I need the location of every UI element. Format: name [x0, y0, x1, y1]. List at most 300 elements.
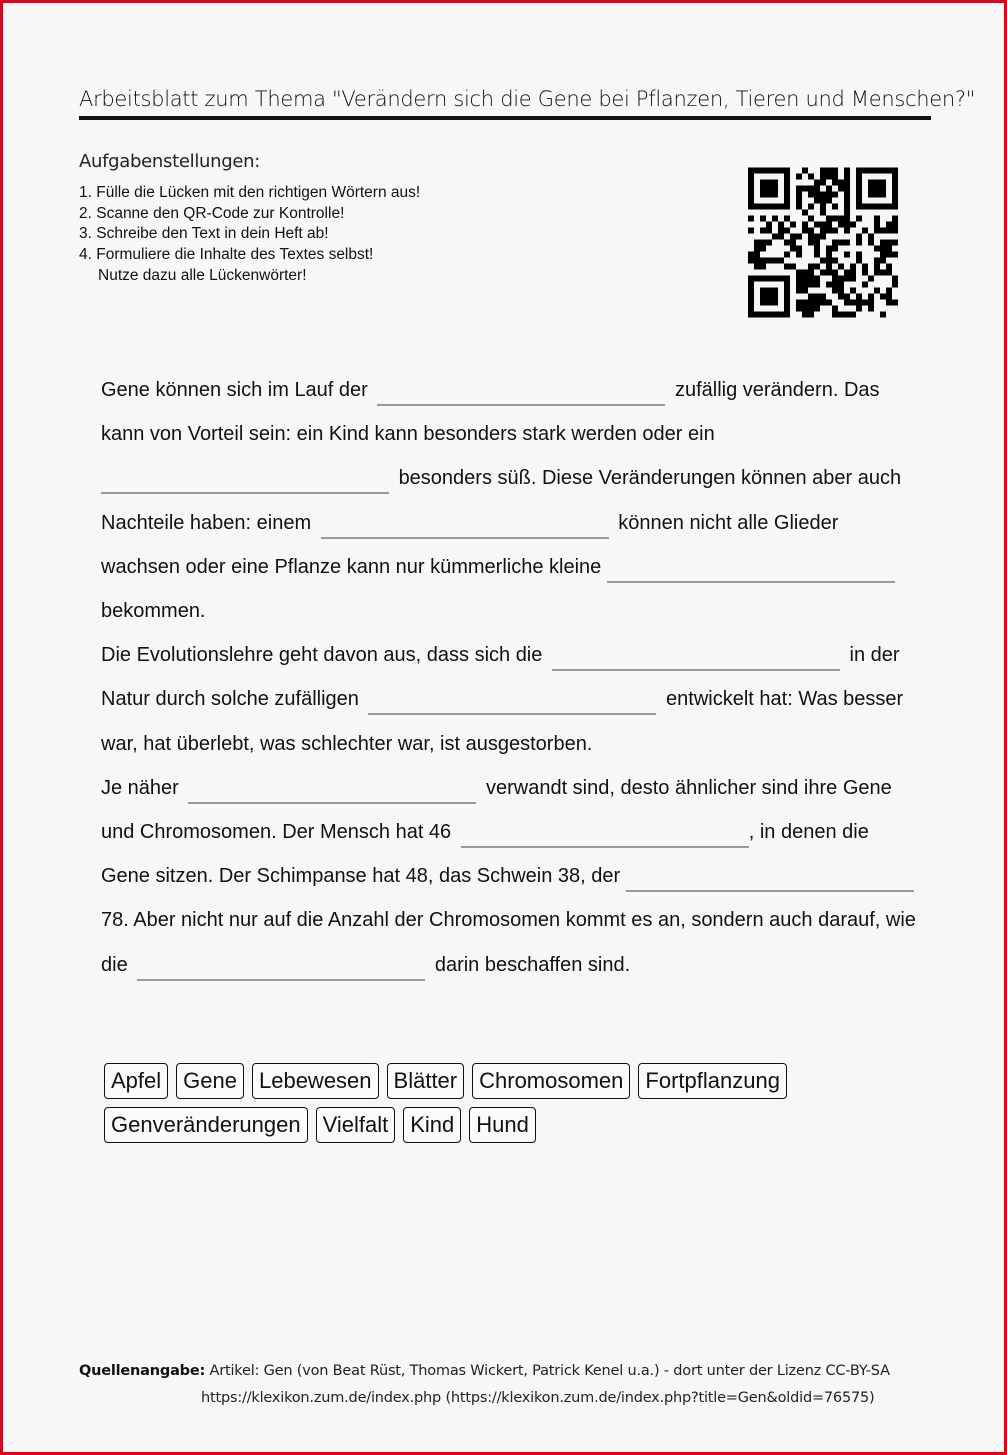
text-segment: 78. Aber nicht nur auf die Anzahl der Chromosomen kommt es an, sondern auch darauf, wie die — [101, 909, 916, 976]
qr-module — [784, 276, 790, 282]
text-segment: in der Natur durch solche zufälligen — [101, 644, 900, 711]
qr-module — [844, 210, 850, 216]
qr-module — [766, 312, 772, 318]
blank-4[interactable] — [607, 557, 895, 583]
qr-module — [796, 252, 802, 258]
word-chip[interactable]: Chromosomen — [472, 1063, 630, 1099]
qr-module — [862, 228, 868, 234]
qr-module — [826, 270, 832, 276]
qr-module — [826, 168, 832, 174]
qr-module — [748, 204, 754, 210]
source-line-1 — [79, 1358, 890, 1385]
qr-module — [892, 180, 898, 186]
qr-module — [784, 192, 790, 198]
qr-module — [814, 192, 820, 198]
qr-module — [820, 228, 826, 234]
qr-module — [784, 282, 790, 288]
qr-module — [796, 204, 802, 210]
text-segment: verwandt sind, desto ähnlicher sind ihre Gene und Chromosomen. Der Mensch hat 46 — [101, 776, 892, 844]
qr-module — [778, 228, 784, 234]
word-bank-row — [104, 1107, 824, 1143]
qr-module — [766, 300, 772, 306]
qr-module — [868, 186, 874, 192]
qr-module — [808, 276, 814, 282]
qr-module — [760, 180, 766, 186]
qr-module — [832, 246, 838, 252]
qr-module — [862, 300, 868, 306]
blank-10[interactable] — [137, 955, 425, 981]
qr-module — [892, 240, 898, 246]
qr-module — [772, 180, 778, 186]
qr-module — [778, 204, 784, 210]
source-url[interactable]: https://klexikon.zum.de/index.php (https://klexikon.zum.de/index.php?title=Gen&oldid=76575) — [201, 1390, 875, 1406]
word-chip[interactable]: Kind — [403, 1107, 461, 1143]
blank-5[interactable] — [552, 645, 840, 671]
qr-module — [838, 276, 844, 282]
qr-module — [772, 204, 778, 210]
qr-module — [802, 288, 808, 294]
qr-module — [874, 246, 880, 252]
qr-module — [892, 198, 898, 204]
qr-module — [748, 174, 754, 180]
qr-module — [760, 258, 766, 264]
qr-module — [748, 198, 754, 204]
qr-module — [892, 252, 898, 258]
qr-module — [844, 216, 850, 222]
qr-module — [886, 300, 892, 306]
qr-module — [796, 186, 802, 192]
qr-module — [820, 180, 826, 186]
qr-module — [886, 264, 892, 270]
source-text: Artikel: Gen (von Beat Rüst, Thomas Wickert, Patrick Kenel u.a.) - dort unter der Lizenz CC-BY-SA — [209, 1363, 890, 1379]
qr-module — [784, 312, 790, 318]
qr-module — [748, 168, 754, 174]
qr-module — [826, 252, 832, 258]
qr-module — [856, 204, 862, 210]
qr-module — [808, 240, 814, 246]
qr-module — [760, 276, 766, 282]
qr-module — [862, 168, 868, 174]
qr-module — [754, 168, 760, 174]
qr-module — [772, 168, 778, 174]
qr-module — [796, 276, 802, 282]
qr-module — [802, 312, 808, 318]
word-chip[interactable]: Genveränderungen — [104, 1107, 308, 1143]
qr-module — [844, 294, 850, 300]
qr-module — [796, 288, 802, 294]
qr-module — [796, 198, 802, 204]
qr-module — [862, 270, 868, 276]
qr-module — [814, 276, 820, 282]
qr-module — [754, 276, 760, 282]
qr-module — [766, 258, 772, 264]
qr-module — [886, 240, 892, 246]
qr-module — [814, 252, 820, 258]
blank-1[interactable] — [377, 380, 665, 406]
qr-module — [754, 258, 760, 264]
qr-module — [880, 258, 886, 264]
qr-module — [874, 186, 880, 192]
qr-module — [886, 168, 892, 174]
blank-9[interactable] — [626, 866, 914, 892]
qr-module — [838, 222, 844, 228]
qr-module — [778, 168, 784, 174]
text-segment: Die Evolutionslehre geht davon aus, dass sich die — [101, 644, 543, 667]
qr-module — [796, 246, 802, 252]
blank-8[interactable] — [461, 822, 749, 848]
qr-module — [892, 222, 898, 228]
qr-module — [832, 276, 838, 282]
qr-module — [808, 300, 814, 306]
qr-module — [850, 270, 856, 276]
qr-module — [820, 192, 826, 198]
worksheet-title: Arbeitsblatt zum Thema "Verändern sich die Gene bei Pflanzen, Tieren und Menschen?" — [79, 87, 976, 111]
qr-module — [850, 300, 856, 306]
qr-module — [754, 252, 760, 258]
qr-module — [766, 288, 772, 294]
qr-module — [748, 252, 754, 258]
qr-module — [868, 294, 874, 300]
qr-module — [850, 312, 856, 318]
qr-module — [832, 180, 838, 186]
qr-module — [868, 192, 874, 198]
text-segment: entwickelt hat: Was besser war, hat überlebt, was schlechter war, ist ausgestorben. — [101, 688, 904, 755]
qr-module — [838, 240, 844, 246]
qr-module — [802, 186, 808, 192]
qr-module — [844, 204, 850, 210]
qr-module — [808, 294, 814, 300]
qr-module — [814, 186, 820, 192]
qr-module — [790, 264, 796, 270]
qr-module — [778, 312, 784, 318]
qr-module — [880, 246, 886, 252]
qr-module — [772, 288, 778, 294]
qr-module — [844, 300, 850, 306]
qr-module — [790, 234, 796, 240]
qr-module — [838, 186, 844, 192]
qr-module — [832, 312, 838, 318]
qr-module — [874, 288, 880, 294]
qr-module — [820, 168, 826, 174]
qr-module — [760, 264, 766, 270]
qr-module — [844, 270, 850, 276]
qr-module — [748, 228, 754, 234]
qr-module — [832, 228, 838, 234]
qr-module — [748, 192, 754, 198]
qr-module — [832, 168, 838, 174]
qr-module — [820, 234, 826, 240]
qr-module — [832, 282, 838, 288]
qr-module — [820, 174, 826, 180]
text-segment: Gene können sich im Lauf der — [101, 379, 368, 401]
qr-module — [784, 252, 790, 258]
qr-module — [748, 282, 754, 288]
qr-module — [814, 282, 820, 288]
qr-module — [856, 192, 862, 198]
word-chip[interactable]: Lebewesen — [252, 1063, 379, 1099]
qr-module — [832, 306, 838, 312]
qr-module — [886, 222, 892, 228]
text-segment: darin beschaffen sind. — [434, 953, 631, 976]
qr-module — [838, 216, 844, 222]
qr-module — [892, 174, 898, 180]
qr-module — [754, 204, 760, 210]
qr-module — [868, 204, 874, 210]
qr-module — [874, 270, 880, 276]
qr-module — [826, 192, 832, 198]
qr-module — [796, 234, 802, 240]
qr-module — [796, 282, 802, 288]
qr-module — [880, 228, 886, 234]
qr-module — [748, 312, 754, 318]
qr-module — [886, 252, 892, 258]
qr-module — [838, 282, 844, 288]
qr-module — [832, 258, 838, 264]
qr-module — [844, 252, 850, 258]
qr-module — [802, 210, 808, 216]
qr-module — [886, 288, 892, 294]
qr-module — [778, 258, 784, 264]
qr-module — [802, 282, 808, 288]
qr-module — [808, 306, 814, 312]
qr-module — [880, 186, 886, 192]
qr-module — [754, 246, 760, 252]
qr-module — [832, 216, 838, 222]
qr-module — [790, 240, 796, 246]
qr-module — [868, 180, 874, 186]
blank-6[interactable] — [368, 689, 656, 715]
qr-module — [778, 276, 784, 282]
qr-module — [838, 312, 844, 318]
qr-module — [784, 300, 790, 306]
qr-module — [760, 186, 766, 192]
qr-module — [880, 168, 886, 174]
qr-module — [844, 240, 850, 246]
qr-module — [868, 168, 874, 174]
qr-module — [814, 246, 820, 252]
qr-module — [868, 300, 874, 306]
word-chip[interactable]: Vielfalt — [316, 1107, 396, 1143]
qr-module — [874, 228, 880, 234]
qr-module — [820, 294, 826, 300]
qr-module — [880, 204, 886, 210]
qr-module — [796, 270, 802, 276]
qr-module — [826, 246, 832, 252]
task-item: 2. Scanne den QR-Code zur Kontrolle! — [79, 204, 345, 222]
qr-module — [784, 204, 790, 210]
qr-module — [808, 216, 814, 222]
blank-3[interactable] — [321, 513, 609, 539]
qr-module — [760, 204, 766, 210]
qr-module — [808, 228, 814, 234]
qr-module — [760, 288, 766, 294]
qr-module — [856, 234, 862, 240]
qr-module — [766, 228, 772, 234]
qr-module — [802, 228, 808, 234]
task-item: 1. Fülle die Lücken mit den richtigen Wörtern aus! — [79, 184, 421, 201]
qr-module — [760, 246, 766, 252]
qr-module — [856, 306, 862, 312]
qr-module — [892, 204, 898, 210]
qr-module — [838, 180, 844, 186]
qr-module — [892, 282, 898, 288]
task-list — [79, 183, 420, 287]
qr-module — [808, 282, 814, 288]
word-chip[interactable]: Apfel — [104, 1063, 168, 1099]
qr-module — [760, 312, 766, 318]
qr-module — [826, 282, 832, 288]
qr-module — [874, 204, 880, 210]
qr-module — [808, 174, 814, 180]
qr-module — [784, 216, 790, 222]
qr-module — [874, 222, 880, 228]
task-item-continuation: Nutze dazu alle Lückenwörter! — [98, 266, 307, 284]
qr-module — [880, 270, 886, 276]
qr-module — [796, 306, 802, 312]
text-segment: besonders süß. Diese Veränderungen können aber auch Nachteile haben: einem — [101, 467, 902, 534]
qr-module — [826, 264, 832, 270]
qr-module — [892, 186, 898, 192]
qr-module — [892, 300, 898, 306]
qr-code-icon[interactable] — [748, 166, 898, 319]
qr-module — [760, 240, 766, 246]
qr-module — [772, 312, 778, 318]
qr-module — [784, 294, 790, 300]
qr-module — [766, 222, 772, 228]
qr-module — [802, 306, 808, 312]
qr-module — [874, 264, 880, 270]
qr-module — [874, 168, 880, 174]
qr-module — [844, 186, 850, 192]
qr-module — [856, 168, 862, 174]
qr-module — [766, 240, 772, 246]
qr-module — [748, 276, 754, 282]
word-chip[interactable]: Fortpflanzung — [638, 1063, 787, 1099]
qr-module — [862, 204, 868, 210]
qr-module — [868, 276, 874, 282]
qr-module — [796, 174, 802, 180]
qr-module — [796, 300, 802, 306]
qr-module — [826, 258, 832, 264]
task-item: 3. Schreibe den Text in dein Heft ab! — [79, 225, 329, 243]
word-chip[interactable]: Hund — [469, 1107, 536, 1143]
qr-module — [796, 192, 802, 198]
qr-module — [814, 180, 820, 186]
qr-module — [838, 288, 844, 294]
qr-module — [868, 306, 874, 312]
word-bank — [104, 1063, 824, 1151]
qr-module — [886, 228, 892, 234]
qr-module — [766, 168, 772, 174]
qr-module — [814, 306, 820, 312]
qr-module — [868, 240, 874, 246]
qr-module — [808, 204, 814, 210]
qr-module — [814, 294, 820, 300]
qr-module — [850, 288, 856, 294]
qr-module — [844, 168, 850, 174]
qr-module — [802, 276, 808, 282]
source-label: Quellenangabe: — [79, 1363, 206, 1379]
qr-module — [754, 240, 760, 246]
qr-module — [760, 168, 766, 174]
qr-module — [748, 288, 754, 294]
qr-module — [844, 180, 850, 186]
qr-module — [886, 204, 892, 210]
qr-module — [856, 294, 862, 300]
qr-module — [826, 174, 832, 180]
qr-module — [892, 168, 898, 174]
qr-module — [850, 264, 856, 270]
qr-module — [850, 276, 856, 282]
qr-module — [874, 216, 880, 222]
qr-module — [880, 192, 886, 198]
qr-module — [868, 234, 874, 240]
qr-module — [784, 186, 790, 192]
qr-module — [784, 198, 790, 204]
qr-module — [844, 312, 850, 318]
qr-module — [880, 312, 886, 318]
word-chip[interactable]: Gene — [176, 1063, 244, 1099]
qr-module — [772, 186, 778, 192]
qr-module — [856, 186, 862, 192]
qr-module — [844, 198, 850, 204]
text-segment: können nicht alle Glieder wachsen oder eine Pflanze kann nur kümmerliche kleine — [101, 511, 839, 578]
qr-module — [820, 210, 826, 216]
qr-module — [772, 300, 778, 306]
qr-module — [892, 228, 898, 234]
qr-module — [856, 198, 862, 204]
qr-module — [778, 234, 784, 240]
text-segment: , in denen die Gene sitzen. Der Schimpanse hat 48, das Schwein 38, der — [101, 821, 869, 888]
text-segment: Je näher — [101, 776, 179, 799]
qr-module — [808, 312, 814, 318]
qr-module — [784, 306, 790, 312]
qr-module — [766, 294, 772, 300]
qr-module — [826, 216, 832, 222]
qr-module — [850, 222, 856, 228]
qr-module — [748, 186, 754, 192]
qr-module — [856, 252, 862, 258]
qr-module — [844, 174, 850, 180]
word-chip[interactable]: Blätter — [387, 1063, 465, 1099]
qr-module — [880, 240, 886, 246]
qr-module — [856, 240, 862, 246]
qr-module — [862, 264, 868, 270]
qr-module — [832, 174, 838, 180]
qr-module — [784, 180, 790, 186]
blank-2[interactable] — [101, 468, 389, 494]
qr-module — [892, 276, 898, 282]
qr-module — [838, 264, 844, 270]
qr-module — [778, 222, 784, 228]
qr-module — [802, 270, 808, 276]
text-segment: bekommen. — [101, 600, 206, 623]
qr-module — [880, 252, 886, 258]
qr-module — [856, 174, 862, 180]
qr-module — [832, 204, 838, 210]
qr-module — [844, 228, 850, 234]
qr-module — [886, 246, 892, 252]
qr-module — [766, 204, 772, 210]
qr-module — [760, 192, 766, 198]
qr-module — [748, 300, 754, 306]
qr-module — [856, 300, 862, 306]
qr-module — [748, 180, 754, 186]
qr-module — [754, 312, 760, 318]
text-segment: zufällig verändern. Das kann von Vorteil sein: ein Kind kann besonders stark werden oder ein — [101, 379, 880, 446]
qr-module — [784, 228, 790, 234]
blank-7[interactable] — [188, 778, 476, 804]
